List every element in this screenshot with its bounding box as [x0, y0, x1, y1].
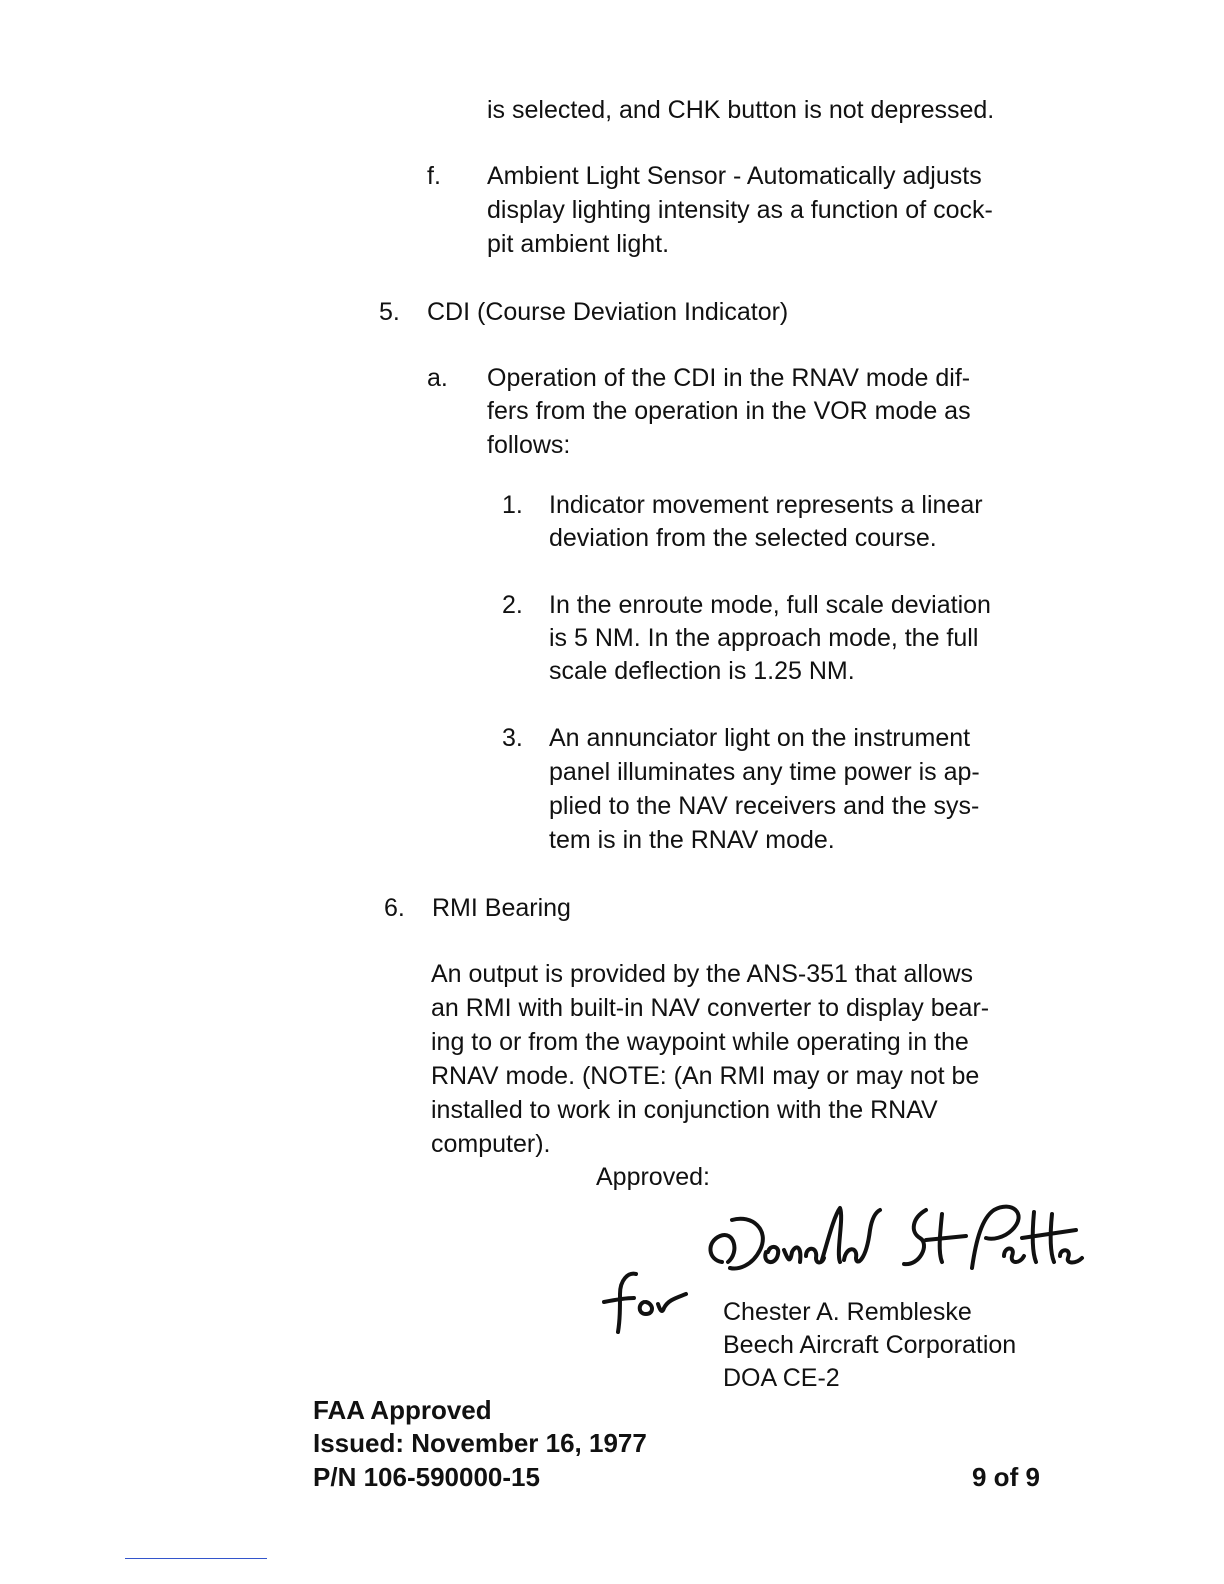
- approver-doa: DOA CE-2: [723, 1364, 840, 1392]
- footer-part-number: P/N 106-590000-15: [313, 1462, 540, 1492]
- continuation-text: is selected, and CHK button is not depressed.: [487, 96, 995, 124]
- section-6-line-1: An output is provided by the ANS-351 that allows: [431, 960, 973, 988]
- item-f-line-2: display lighting intensity as a function of cock-: [487, 196, 993, 224]
- item-a-marker: a.: [427, 364, 448, 392]
- item-a-line-1: Operation of the CDI in the RNAV mode dif-: [487, 364, 971, 392]
- bottom-rule: [125, 1558, 267, 1559]
- subitem-2-line-3: scale deflection is 1.25 NM.: [549, 657, 855, 685]
- item-f-line-3: pit ambient light.: [487, 230, 670, 258]
- section-5-title: CDI (Course Deviation Indicator): [427, 298, 789, 326]
- subitem-3-line-4: tem is in the RNAV mode.: [549, 826, 835, 854]
- section-6-line-3: ing to or from the waypoint while operating in the: [431, 1028, 969, 1056]
- footer-issued: Issued: November 16, 1977: [313, 1428, 647, 1458]
- approved-label: Approved:: [596, 1163, 710, 1191]
- section-6-line-6: computer).: [431, 1130, 551, 1158]
- section-6-line-5: installed to work in conjunction with the RNAV: [431, 1096, 938, 1124]
- subitem-1-marker: 1.: [502, 491, 523, 519]
- subitem-3-line-2: panel illuminates any time power is ap-: [549, 758, 980, 786]
- item-f-marker: f.: [427, 162, 441, 190]
- footer-page-number: 9 of 9: [972, 1462, 1040, 1492]
- approver-company: Beech Aircraft Corporation: [723, 1331, 1017, 1359]
- item-a-line-2: fers from the operation in the VOR mode as: [487, 397, 971, 425]
- section-6-line-2: an RMI with built-in NAV converter to display bear-: [431, 994, 990, 1022]
- approver-name: Chester A. Rembleske: [723, 1298, 972, 1326]
- footer-faa-approved: FAA Approved: [313, 1395, 492, 1425]
- subitem-1-line-1: Indicator movement represents a linear: [549, 491, 983, 519]
- section-5-marker: 5.: [379, 298, 400, 326]
- subitem-3-line-1: An annunciator light on the instrument: [549, 724, 971, 752]
- signature: [700, 1190, 1090, 1290]
- subitem-3-line-3: plied to the NAV receivers and the sys-: [549, 792, 980, 820]
- subitem-2-marker: 2.: [502, 591, 523, 619]
- item-f-line-1: Ambient Light Sensor - Automatically adjusts: [487, 162, 982, 190]
- section-6-title: RMI Bearing: [432, 894, 571, 922]
- section-6-line-4: RNAV mode. (NOTE: (An RMI may or may not be: [431, 1062, 980, 1090]
- subitem-2-line-2: is 5 NM. In the approach mode, the full: [549, 624, 979, 652]
- section-6-marker: 6.: [384, 894, 405, 922]
- subitem-3-marker: 3.: [502, 724, 523, 752]
- subitem-2-line-1: In the enroute mode, full scale deviation: [549, 591, 991, 619]
- subitem-1-line-2: deviation from the selected course.: [549, 524, 937, 552]
- item-a-line-3: follows:: [487, 431, 571, 459]
- for-mark: [600, 1264, 695, 1339]
